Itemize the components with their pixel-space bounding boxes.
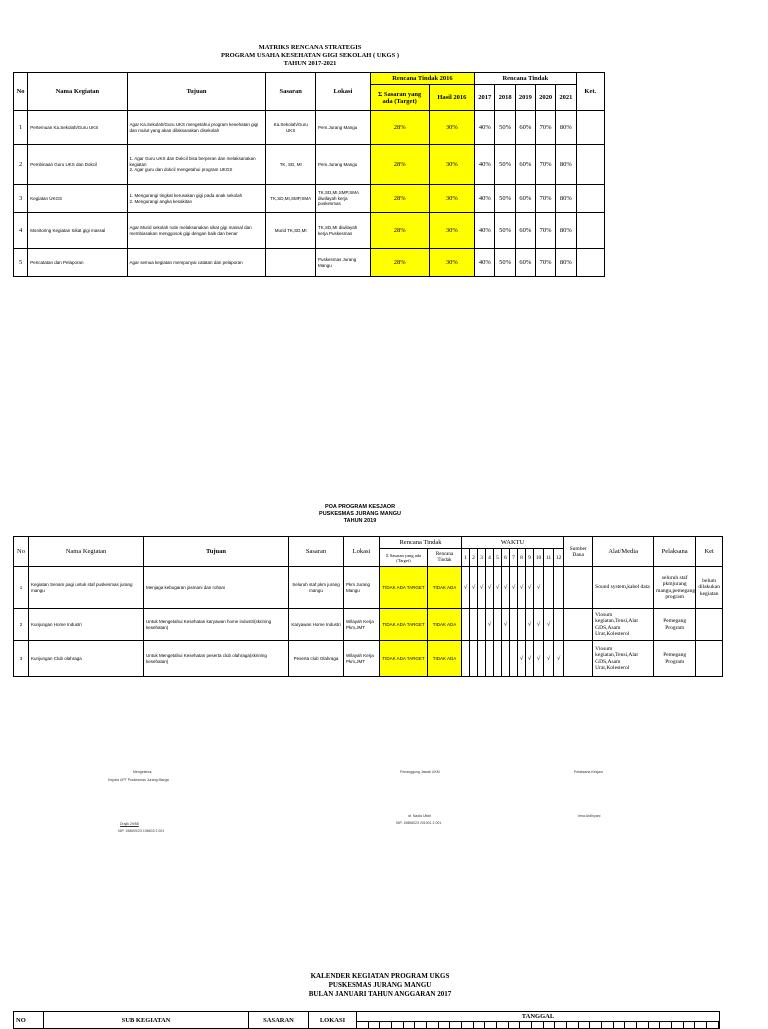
doc2-cell-check: √ — [526, 609, 534, 641]
doc1-header-year: 2020 — [535, 85, 555, 111]
doc1-cell-lokasi: Puskesmas Jurang Mangu — [316, 249, 371, 277]
doc1-cell-year: 70% — [535, 213, 555, 249]
doc1-cell-year: 60% — [515, 145, 535, 185]
doc1-header-year: 2018 — [495, 85, 515, 111]
doc2-header-sasaran: Sasaran — [289, 537, 344, 567]
doc2-header-waktu: WAKTU — [462, 537, 564, 549]
doc3-title-line-3: BULAN JANUARI TAHUN ANGGARAN 2017 — [308, 990, 452, 998]
doc1-cell-nama: Monitoring Kegiatan Sikat gigi massal — [28, 213, 127, 249]
doc2-header-month: 9 — [526, 549, 534, 567]
doc1-cell-year: 70% — [535, 249, 555, 277]
doc2-header-month: 3 — [478, 549, 486, 567]
doc2-cell-check: √ — [486, 609, 494, 641]
doc2-cell-pelaksana: Pemegang Program — [654, 641, 696, 677]
signature-right-name: Irma Ardhiyani — [578, 814, 601, 818]
doc3-date-cell — [450, 1022, 462, 1028]
doc2-cell-tindak: TIDAK ADA — [428, 641, 462, 677]
doc2-header-month: 8 — [518, 549, 526, 567]
doc1-cell-year: 40% — [475, 213, 495, 249]
doc3-date-cell — [532, 1022, 544, 1028]
doc1-cell-year: 80% — [556, 145, 576, 185]
doc2-cell-nama: Kunjungan Club olahraga — [29, 641, 144, 677]
doc2-row — [14, 609, 723, 641]
doc2-cell-check: √ — [502, 609, 510, 641]
doc2-cell-check — [554, 567, 564, 609]
doc1-cell-nama: Pertemuan Ka.Sekolah/Guru UKS — [28, 111, 127, 145]
doc2-cell-check — [470, 641, 478, 677]
doc2-cell-sasaran: Seluruh staf pkm jurang mangu — [289, 567, 344, 609]
doc2-header-nama: Nama Kegiatan — [29, 537, 144, 567]
doc2-cell-sumber — [564, 567, 593, 609]
doc2-cell-check — [486, 641, 494, 677]
doc1-header-lokasi: Lokasi — [316, 73, 371, 111]
doc3-date-cell — [555, 1022, 567, 1028]
doc2-cell-check: √ — [526, 567, 534, 609]
doc1-row — [14, 111, 605, 145]
doc2-cell-target: TIDAK ADA TARGET — [380, 609, 428, 641]
doc1-cell-year: 80% — [556, 249, 576, 277]
doc2-cell-tujuan: Untuk Mengetahui Kesehatan peserta club olahraga(skrining kesehatan) — [144, 641, 289, 677]
doc2-header-month: 12 — [554, 549, 564, 567]
doc2-cell-check: √ — [544, 609, 554, 641]
doc3-date-cell — [485, 1022, 497, 1028]
doc2-cell-check: √ — [502, 567, 510, 609]
doc1-cell-hasil: 30% — [429, 185, 475, 213]
doc1-cell-year: 70% — [535, 185, 555, 213]
doc1-cell-no: 3 — [14, 185, 28, 213]
doc2-cell-sumber — [564, 609, 593, 641]
doc1-cell-target: 28% — [370, 111, 429, 145]
doc2-cell-check — [494, 641, 502, 677]
doc1-cell-year: 40% — [475, 249, 495, 277]
doc2-cell-no: 2 — [14, 609, 29, 641]
doc2-cell-lokasi: Pkm Jurang Mangu — [344, 567, 380, 609]
doc1-cell-year: 40% — [475, 111, 495, 145]
doc3-header-lokasi: LOKASI — [309, 1012, 357, 1029]
doc3-date-grid — [357, 1022, 719, 1028]
doc2-cell-target: TIDAK ADA TARGET — [380, 567, 428, 609]
doc3-date-cell — [404, 1022, 416, 1028]
doc3-header-sub: SUB KEGIATAN — [44, 1012, 249, 1029]
doc1-cell-lokasi: Pem.Jurang Mangu — [316, 111, 371, 145]
doc3-date-cell — [520, 1022, 532, 1028]
doc2-header-month: 5 — [494, 549, 502, 567]
doc3-date-cell — [439, 1022, 451, 1028]
doc2-cell-no: 1 — [14, 567, 29, 609]
doc1-cell-year: 50% — [495, 145, 515, 185]
doc3-date-cell — [684, 1022, 696, 1028]
doc2-cell-tujuan: Menjaga kebugaran jasmani dan rohani — [144, 567, 289, 609]
doc1-cell-year: 60% — [515, 213, 535, 249]
doc2-header-sasaran-target: Σ Sasaran yang ada (Target) — [380, 549, 428, 567]
doc1-cell-ket — [576, 145, 604, 185]
doc2-cell-check: √ — [534, 609, 544, 641]
doc1-header-nama: Nama Kegiatan — [28, 73, 127, 111]
doc1-cell-ket — [576, 185, 604, 213]
doc2-header-ket: Ket — [696, 537, 723, 567]
doc2-cell-check — [554, 609, 564, 641]
doc2-cell-tujuan: Untuk Mengetahui Kesehatan karyawan home industri(skrining kesehatan) — [144, 609, 289, 641]
doc1-title — [150, 44, 470, 68]
doc2-poa-table — [13, 536, 723, 677]
doc2-header-month: 11 — [544, 549, 554, 567]
signature-left-nip: NIP. 198609/23 196603 2 001 — [118, 829, 165, 833]
doc2-cell-check: √ — [534, 567, 544, 609]
doc2-cell-pelaksana: Pemegang Program — [654, 609, 696, 641]
doc1-header-rencana-tindak: Rencana Tindak — [475, 73, 576, 85]
doc1-cell-tujuan: 1. Mengurangi tingkat kerusakan gigi pada anak sekolah 2. Mengurangi angka kesakitan — [127, 185, 266, 213]
doc1-header-rtl2016: Rencana Tindak 2016 — [370, 73, 474, 85]
doc1-cell-year: 70% — [535, 111, 555, 145]
doc1-cell-ket — [576, 249, 604, 277]
doc3-date-cell — [357, 1022, 369, 1028]
doc3-date-cell — [602, 1022, 614, 1028]
signature-right-caption: Pelaksana Kesjaor — [574, 770, 604, 774]
doc2-cell-ket: belum dilakukan kegiatan — [696, 567, 723, 609]
doc3-date-cell — [474, 1022, 486, 1028]
doc2-cell-ket — [696, 641, 723, 677]
doc1-cell-year: 70% — [535, 145, 555, 185]
doc3-date-cell — [672, 1022, 684, 1028]
doc2-cell-alat: Sound system,kabel data — [593, 567, 654, 609]
doc2-cell-alat: Viosum kegiatan,Tensi,Alat GDS,Asam Urat,Kolesterol — [593, 609, 654, 641]
doc1-cell-year: 60% — [515, 185, 535, 213]
doc1-cell-nama: Kegiatan UKGS — [28, 185, 127, 213]
doc1-cell-nama: Pencatatan dan Pelaporan — [28, 249, 127, 277]
doc1-cell-no: 5 — [14, 249, 28, 277]
doc2-cell-check — [478, 641, 486, 677]
doc2-header-tindak: Rencana Tindak — [428, 549, 462, 567]
doc2-cell-tindak: TIDAK ADA — [428, 609, 462, 641]
doc3-date-cell — [660, 1022, 672, 1028]
doc1-cell-year: 50% — [495, 111, 515, 145]
doc2-cell-no: 3 — [14, 641, 29, 677]
doc1-cell-year: 80% — [556, 185, 576, 213]
doc2-header-pelaksana: Pelaksana — [654, 537, 696, 567]
doc2-cell-check — [494, 609, 502, 641]
doc2-header-sumber-dana: Sumber Dana — [564, 537, 593, 567]
doc1-cell-sasaran: TK, SD, MI — [266, 145, 316, 185]
doc2-header-lokasi: Lokasi — [344, 537, 380, 567]
doc2-header-rencana-tindak: Rencana Tindak — [380, 537, 462, 549]
doc3-date-cell — [590, 1022, 602, 1028]
doc2-header-month: 2 — [470, 549, 478, 567]
doc1-row — [14, 213, 605, 249]
doc3-title-line-1: KALENDER KEGIATAN PROGRAM UKGS — [310, 972, 450, 980]
doc1-cell-sasaran — [266, 249, 316, 277]
doc1-header-no: No — [14, 73, 28, 111]
doc1-header-ket: Ket. — [576, 73, 604, 111]
doc2-cell-ket — [696, 609, 723, 641]
doc3-header-tanggal: TANGGAL — [357, 1012, 720, 1022]
doc1-cell-year: 50% — [495, 249, 515, 277]
doc2-cell-alat: Viosum kegiatan,Tensi,Alat GDS,Asam Urat,Kolesterol — [593, 641, 654, 677]
doc1-cell-nama: Pembinaan Guru UKS dan Dokcil — [28, 145, 127, 185]
doc2-cell-check: √ — [494, 567, 502, 609]
doc1-header-hasil2016: Hasil 2016 — [429, 85, 475, 111]
doc3-date-cell — [637, 1022, 649, 1028]
doc1-cell-year: 50% — [495, 185, 515, 213]
doc3-date-cell — [369, 1022, 381, 1028]
doc3-date-cell — [567, 1022, 579, 1028]
doc1-cell-target: 28% — [370, 249, 429, 277]
doc1-cell-no: 4 — [14, 213, 28, 249]
doc1-cell-sasaran: TK,SD,MI,SMP,SMA — [266, 185, 316, 213]
doc1-title-line-2: PROGRAM USAHA KESEHATAN GIGI SEKOLAH ( UKGS ) — [221, 52, 399, 59]
doc1-cell-year: 60% — [515, 111, 535, 145]
doc2-cell-check: √ — [470, 567, 478, 609]
doc1-header-sasaran-target: Σ Sasaran yang ada (Target) — [370, 85, 429, 111]
doc3-date-cell — [707, 1022, 719, 1028]
doc3-date-cell — [649, 1022, 661, 1028]
doc1-cell-sasaran: Ka.Sekolah/Guru UKS — [266, 111, 316, 145]
doc1-cell-lokasi: TK,SD,MI diwilayah kerja Puskesmas — [316, 213, 371, 249]
doc1-cell-ket — [576, 111, 604, 145]
doc3-date-cell — [625, 1022, 637, 1028]
doc2-cell-check — [510, 609, 518, 641]
doc1-title-line-1: MATRIKS RENCANA STRATEGIS — [258, 44, 362, 51]
doc1-cell-year: 60% — [515, 249, 535, 277]
doc3-header-sasaran: SASARAN — [249, 1012, 309, 1029]
doc2-cell-sasaran: Peserta club Olahraga — [289, 641, 344, 677]
doc1-cell-year: 40% — [475, 145, 495, 185]
doc1-cell-lokasi: Pem.Jurang Mangu — [316, 145, 371, 185]
doc2-header-month: 1 — [462, 549, 470, 567]
doc2-cell-check — [462, 641, 470, 677]
doc1-cell-year: 40% — [475, 185, 495, 213]
doc1-matrix-table — [13, 72, 605, 277]
doc2-cell-check: √ — [510, 567, 518, 609]
signature-left-caption: Mengetahui, — [133, 770, 153, 774]
doc1-cell-sasaran: Murid TK,SD,MI — [266, 213, 316, 249]
doc2-cell-check — [510, 641, 518, 677]
doc2-header-month: 4 — [486, 549, 494, 567]
doc2-title — [250, 504, 470, 525]
doc3-date-cell — [509, 1022, 521, 1028]
doc1-cell-target: 28% — [370, 185, 429, 213]
doc2-cell-check: √ — [534, 641, 544, 677]
doc2-title-line-3: TAHUN 2019 — [343, 518, 377, 524]
doc1-cell-year: 80% — [556, 213, 576, 249]
signature-mid-name: dr. Nadia Ulfah — [408, 814, 432, 818]
doc2-header-month: 6 — [502, 549, 510, 567]
doc3-date-cell — [427, 1022, 439, 1028]
doc1-cell-year: 80% — [556, 111, 576, 145]
doc2-cell-sumber — [564, 641, 593, 677]
doc3-title — [250, 972, 510, 999]
doc3-date-cell — [462, 1022, 474, 1028]
doc1-cell-no: 1 — [14, 111, 28, 145]
doc3-header-no: NO — [14, 1012, 44, 1029]
doc2-cell-check: √ — [554, 641, 564, 677]
doc2-cell-sasaran: Karyawan Home Industri — [289, 609, 344, 641]
doc2-cell-check: √ — [462, 567, 470, 609]
doc2-cell-check — [544, 567, 554, 609]
doc3-calendar-table — [13, 1011, 720, 1029]
doc3-date-strip — [357, 1022, 720, 1029]
doc1-header-year: 2021 — [556, 85, 576, 111]
doc1-cell-target: 28% — [370, 145, 429, 185]
doc1-cell-tujuan: 1. Agar Guru UKS dan Dokcil bisa berperan dan melaksanakan kegiatan 2. Agar guru dan dokcil mengetahui program UKGS — [127, 145, 266, 185]
doc1-cell-lokasi: TK,SD,MI,SMP,SMA diwilayah kerja puskesmas — [316, 185, 371, 213]
doc1-cell-hasil: 30% — [429, 213, 475, 249]
doc3-title-line-2: PUSKESMAS JURANG MANGU — [328, 981, 432, 989]
doc3-date-cell — [579, 1022, 591, 1028]
doc2-title-line-2: PUSKESMAS JURANG MANGU — [319, 511, 401, 517]
doc1-cell-no: 2 — [14, 145, 28, 185]
doc3-date-cell — [544, 1022, 556, 1028]
doc1-row — [14, 145, 605, 185]
doc1-header-tujuan: Tujuan — [127, 73, 266, 111]
doc1-cell-hasil: 30% — [429, 249, 475, 277]
doc2-header-month: 10 — [534, 549, 544, 567]
doc3-date-cell — [392, 1022, 404, 1028]
doc2-cell-nama: Kunjungan Home Industri — [29, 609, 144, 641]
doc2-cell-tindak: TIDAK ADA — [428, 567, 462, 609]
doc1-header-year: 2017 — [475, 85, 495, 111]
signature-left-title: Kepala UPT Puskesmas Jurang Mangu — [108, 778, 170, 782]
doc1-title-line-3: TAHUN 2017-2021 — [283, 60, 337, 67]
doc1-cell-hasil: 30% — [429, 111, 475, 145]
doc2-cell-nama: Kegiatan Senam pagi untuk staf puskesmas jurang mangu — [29, 567, 144, 609]
doc2-cell-check — [470, 609, 478, 641]
doc1-header-sasaran: Sasaran — [266, 73, 316, 111]
doc2-header-alat: Alat/Media — [593, 537, 654, 567]
doc1-row — [14, 249, 605, 277]
doc2-header-no: No — [14, 537, 29, 567]
doc3-date-cell — [380, 1022, 392, 1028]
doc2-cell-check: √ — [526, 641, 534, 677]
doc1-cell-target: 28% — [370, 213, 429, 249]
doc2-cell-check: √ — [486, 567, 494, 609]
doc2-cell-check — [462, 609, 470, 641]
doc3-date-cell — [497, 1022, 509, 1028]
doc3-date-cell — [614, 1022, 626, 1028]
doc2-header-tujuan: Tujuan — [144, 537, 289, 567]
doc2-cell-check: √ — [544, 641, 554, 677]
doc3-date-cell — [415, 1022, 427, 1028]
doc2-header-month: 7 — [510, 549, 518, 567]
doc3-date-cell — [695, 1022, 707, 1028]
doc1-header-year: 2019 — [515, 85, 535, 111]
signature-left-name: Drajik 29/58 — [120, 822, 139, 826]
doc1-row — [14, 185, 605, 213]
doc2-row — [14, 567, 723, 609]
doc2-cell-check — [518, 609, 526, 641]
doc2-cell-check: √ — [518, 567, 526, 609]
doc1-cell-tujuan: Agar Ka.Sekolah/Guru UKS mengetahui program kesehatan gigi dan mulut yang akan dilaksanakan disekolah — [127, 111, 266, 145]
doc2-cell-check: √ — [478, 567, 486, 609]
doc2-cell-lokasi: Wilayah Kerja Pkm,JMT — [344, 641, 380, 677]
doc2-cell-pelaksana: seluruh staf pkmjurang mangu,pemegang program — [654, 567, 696, 609]
doc1-cell-hasil: 30% — [429, 145, 475, 185]
doc2-row — [14, 641, 723, 677]
doc2-cell-lokasi: Wilayah Kerja Pkm,JMT — [344, 609, 380, 641]
doc2-cell-check: √ — [518, 641, 526, 677]
doc1-cell-tujuan: Agar Murid sekolah rutin melaksanakan sikat gigi massal dan membiasakan menggosok gigi dengan baik dan benar — [127, 213, 266, 249]
doc1-cell-ket — [576, 213, 604, 249]
doc2-cell-check — [478, 609, 486, 641]
doc1-cell-tujuan: Agar semua kegiatan mempunyai catatan dan pelaporan — [127, 249, 266, 277]
signature-mid-caption: Penanggung Jawab UKM — [400, 770, 440, 774]
doc2-title-line-1: POA PROGRAM KESJAOR — [324, 504, 396, 510]
doc1-cell-year: 50% — [495, 213, 515, 249]
doc2-cell-target: TIDAK ADA TARGET — [380, 641, 428, 677]
signature-mid-nip: NIP. 19868023 201001 2 001 — [396, 821, 442, 825]
doc2-cell-check — [502, 641, 510, 677]
